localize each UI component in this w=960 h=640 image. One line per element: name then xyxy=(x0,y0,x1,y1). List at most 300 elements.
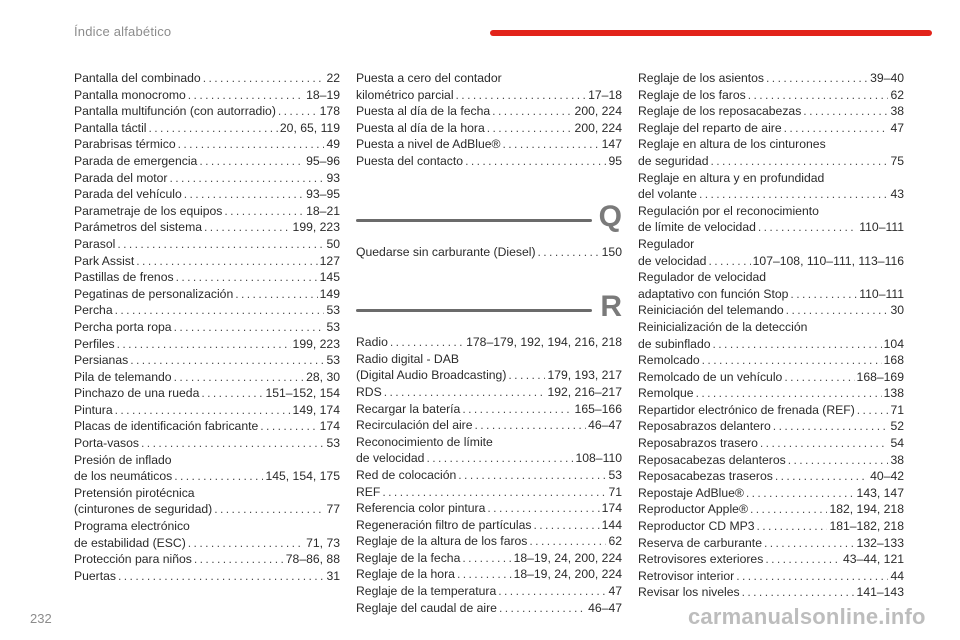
page-reference: 53 xyxy=(326,303,340,318)
page-reference: 71 xyxy=(890,402,904,417)
index-entry-line xyxy=(356,367,622,384)
index-term: Percha xyxy=(74,303,113,318)
page-reference: 145, 154, 175 xyxy=(265,469,340,484)
index-entry-line xyxy=(74,87,340,104)
index-entry-line xyxy=(74,485,340,502)
dot-leader xyxy=(702,352,882,369)
dot-leader xyxy=(170,170,325,187)
dot-leader xyxy=(178,136,325,153)
index-entry xyxy=(74,253,340,270)
index-term: Red de colocación xyxy=(356,467,457,482)
index-entry-line xyxy=(638,269,904,286)
index-entry xyxy=(356,103,622,120)
index-term: Puesta al día de la hora xyxy=(356,120,485,135)
index-entry-line xyxy=(74,319,340,336)
index-entry-line xyxy=(638,219,904,236)
dot-leader xyxy=(457,566,512,583)
index-entry-line xyxy=(638,468,904,485)
index-term: Revisar los niveles xyxy=(638,585,740,600)
index-term: Recirculación del aire xyxy=(356,418,473,433)
index-entry-line xyxy=(356,450,622,467)
index-entry-line xyxy=(638,120,904,137)
page-reference: 71, 73 xyxy=(306,535,340,550)
index-entry-line xyxy=(638,485,904,502)
index-entry-line xyxy=(638,70,904,87)
index-term: Regulador xyxy=(638,236,695,251)
index-entry xyxy=(74,352,340,369)
page-reference: 46–47 xyxy=(588,600,622,615)
page-reference: 31 xyxy=(326,568,340,583)
index-term: Puesta al día de la fecha xyxy=(356,104,491,119)
dot-leader xyxy=(278,103,318,120)
index-term: Percha porta ropa xyxy=(74,319,172,334)
index-entry-line xyxy=(74,236,340,253)
index-term: Puesta a nivel de AdBlue® xyxy=(356,137,501,152)
index-term: kilométrico parcial xyxy=(356,87,454,102)
index-entry xyxy=(638,203,904,236)
index-entry xyxy=(74,418,340,435)
index-entry-line xyxy=(356,136,622,153)
index-term: Reglaje de los asientos xyxy=(638,71,765,85)
index-entry-line xyxy=(638,186,904,203)
index-entry xyxy=(638,385,904,402)
index-entry xyxy=(638,501,904,518)
dot-leader xyxy=(174,468,263,485)
index-entry-line xyxy=(638,435,904,452)
dot-leader xyxy=(736,568,888,585)
index-entry xyxy=(638,87,904,104)
page-reference: 138 xyxy=(883,386,904,401)
page-reference: 178 xyxy=(319,104,340,119)
index-term: Reconocimiento de límite xyxy=(356,434,493,449)
index-entry xyxy=(638,435,904,452)
dot-leader xyxy=(788,452,889,469)
index-entry xyxy=(74,369,340,386)
index-entry xyxy=(638,551,904,568)
index-entry-line xyxy=(638,369,904,386)
index-term: Parametraje de los equipos xyxy=(74,203,223,218)
dot-leader xyxy=(487,500,599,517)
index-entry xyxy=(74,319,340,336)
index-entry-line xyxy=(74,418,340,435)
dot-leader xyxy=(176,269,318,286)
dot-leader xyxy=(214,501,324,518)
page-reference: 179, 193, 217 xyxy=(547,368,622,383)
page-reference: 18–19, 24, 200, 224 xyxy=(513,550,622,565)
page-reference: 143, 147 xyxy=(856,485,904,500)
index-term: de velocidad xyxy=(356,451,425,466)
page-reference: 30 xyxy=(890,303,904,318)
dot-leader xyxy=(462,550,511,567)
index-term: de subinflado xyxy=(638,336,711,351)
dot-leader xyxy=(508,367,545,384)
dot-leader xyxy=(742,584,855,601)
page-reference: 39–40 xyxy=(870,71,904,85)
dot-leader xyxy=(746,485,855,502)
page-reference: 71 xyxy=(608,484,622,499)
index-entry xyxy=(74,485,340,518)
page-reference: 104 xyxy=(883,336,904,351)
page-reference: 77 xyxy=(326,502,340,517)
index-term: Protección para niños xyxy=(74,552,192,567)
index-entry-line xyxy=(356,583,622,600)
index-entry xyxy=(638,352,904,369)
index-term: (cinturones de seguridad) xyxy=(74,502,213,517)
index-entry-line xyxy=(356,434,622,451)
index-entry-line xyxy=(74,253,340,270)
index-entry-line xyxy=(74,352,340,369)
page-reference: 168 xyxy=(883,353,904,368)
index-term: Puertas xyxy=(74,568,117,583)
dot-leader xyxy=(784,120,889,137)
index-entry-line xyxy=(356,244,622,261)
index-entry xyxy=(356,70,622,103)
index-entry-line xyxy=(638,319,904,336)
page-reference: 199, 223 xyxy=(292,220,340,235)
dot-leader xyxy=(118,568,324,585)
dot-leader xyxy=(203,70,325,87)
index-entry-line xyxy=(74,369,340,386)
page-reference: 151–152, 154 xyxy=(265,386,340,401)
index-entry-line xyxy=(356,484,622,501)
index-term: de los neumáticos xyxy=(74,469,173,484)
section-rule xyxy=(356,219,592,222)
page-reference: 40–42 xyxy=(870,469,904,484)
index-entry-line xyxy=(638,170,904,187)
index-entry-line xyxy=(356,153,622,170)
index-entry-line xyxy=(74,568,340,585)
page-reference: 62 xyxy=(890,87,904,102)
index-term: Reglaje de la hora xyxy=(356,567,455,582)
index-term: Porta-vasos xyxy=(74,436,140,451)
index-term: Pegatinas de personalización xyxy=(74,286,234,301)
index-term: Recargar la batería xyxy=(356,401,461,416)
index-term: Reposabrazos delantero xyxy=(638,419,771,434)
dot-leader xyxy=(750,501,828,518)
dot-leader xyxy=(766,70,868,87)
page-reference: 47 xyxy=(890,120,904,135)
index-term: Pantalla del combinado xyxy=(74,71,201,85)
dot-leader xyxy=(786,302,889,319)
index-entry xyxy=(638,103,904,120)
index-entry xyxy=(356,600,622,617)
dot-leader xyxy=(136,253,317,270)
index-term: Pastillas de frenos xyxy=(74,270,174,285)
dot-leader xyxy=(765,551,841,568)
index-entry-line xyxy=(74,136,340,153)
index-term: Pretensión pirotécnica xyxy=(74,485,195,500)
index-term: Reglaje de la fecha xyxy=(356,550,461,565)
dot-leader xyxy=(184,186,304,203)
index-term: de seguridad xyxy=(638,153,709,168)
dot-leader xyxy=(699,186,888,203)
dot-leader xyxy=(775,468,868,485)
dot-leader xyxy=(115,302,325,319)
section-letter-q: Q xyxy=(598,199,622,233)
index-entry xyxy=(74,269,340,286)
page-reference: 43 xyxy=(890,187,904,202)
index-entry xyxy=(638,402,904,419)
index-entry xyxy=(356,417,622,434)
dot-leader xyxy=(713,336,882,353)
index-entry-line xyxy=(356,600,622,617)
index-entry-line xyxy=(74,203,340,220)
dot-leader xyxy=(803,103,888,120)
index-entry xyxy=(74,186,340,203)
index-entry xyxy=(74,70,340,87)
index-entry xyxy=(74,136,340,153)
index-term: Parasol xyxy=(74,236,116,251)
index-entry-line xyxy=(638,518,904,535)
page-reference: 182, 194, 218 xyxy=(829,502,904,517)
index-entry-line xyxy=(638,568,904,585)
dot-leader xyxy=(117,336,291,353)
index-entry-line xyxy=(356,417,622,434)
index-entry xyxy=(638,319,904,352)
page-reference: 95–96 xyxy=(306,153,340,168)
index-entry xyxy=(74,336,340,353)
page-reference: 18–19 xyxy=(306,87,340,102)
index-entry-line xyxy=(638,253,904,270)
dot-leader xyxy=(235,286,317,303)
index-entry-line xyxy=(356,120,622,137)
page-reference: 93–95 xyxy=(306,187,340,202)
index-entry-line xyxy=(356,467,622,484)
page-reference: 178–179, 192, 194, 216, 218 xyxy=(466,335,622,350)
page-reference: 75 xyxy=(890,153,904,168)
index-entry xyxy=(74,302,340,319)
dot-leader xyxy=(174,369,305,386)
index-entry xyxy=(74,219,340,236)
index-entry xyxy=(356,401,622,418)
page-reference: 150 xyxy=(601,244,622,259)
index-term: Reglaje del caudal de aire xyxy=(356,600,497,615)
dot-leader xyxy=(538,244,600,261)
index-entry xyxy=(638,452,904,469)
index-entry xyxy=(356,467,622,484)
index-entry xyxy=(356,517,622,534)
page-number: 232 xyxy=(30,611,52,626)
index-term: Radio digital - DAB xyxy=(356,351,459,366)
index-entry xyxy=(638,535,904,552)
index-entry-line xyxy=(356,70,622,87)
index-term: de velocidad xyxy=(638,253,707,268)
page-reference: 47 xyxy=(608,584,622,599)
index-term: Perfiles xyxy=(74,336,115,351)
page-reference: 174 xyxy=(601,501,622,516)
index-entry xyxy=(356,484,622,501)
watermark-text: carmanualsonline.info xyxy=(688,604,926,629)
index-term: Placas de identificación fabricante xyxy=(74,419,259,434)
index-entry xyxy=(74,518,340,551)
index-entry xyxy=(638,485,904,502)
index-term: Reglaje del reparto de aire xyxy=(638,120,782,135)
dot-leader xyxy=(384,384,546,401)
index-entry-line xyxy=(638,87,904,104)
index-term: Remolcado xyxy=(638,353,700,368)
page-reference: 53 xyxy=(326,319,340,334)
index-entry-line xyxy=(74,501,340,518)
dot-leader xyxy=(790,286,857,303)
dot-leader xyxy=(224,203,304,220)
dot-leader xyxy=(475,417,587,434)
dot-leader xyxy=(199,153,304,170)
index-entry xyxy=(356,583,622,600)
page-reference: 110–111 xyxy=(859,286,904,301)
index-entry xyxy=(356,500,622,517)
index-entry-line xyxy=(356,384,622,401)
index-entry-line xyxy=(74,535,340,552)
index-entry xyxy=(74,170,340,187)
index-term: adaptativo con función Stop xyxy=(638,286,789,301)
index-term: Pantalla monocromo xyxy=(74,87,186,102)
index-term: Regulación por el reconocimiento xyxy=(638,203,819,218)
index-entry xyxy=(638,518,904,535)
dot-leader xyxy=(764,535,855,552)
index-term: Reserva de carburante xyxy=(638,535,762,550)
index-entry-line xyxy=(638,136,904,153)
index-entry xyxy=(638,136,904,169)
page-reference: 53 xyxy=(326,436,340,451)
index-entry-line xyxy=(74,468,340,485)
page-reference: 144 xyxy=(601,517,622,532)
index-entry-line xyxy=(638,418,904,435)
page-reference: 18–19, 24, 200, 224 xyxy=(513,567,622,582)
header-accent-bar xyxy=(490,30,932,36)
dot-leader xyxy=(758,219,857,236)
index-term: Reglaje de la temperatura xyxy=(356,584,497,599)
page-reference: 181–182, 218 xyxy=(829,519,904,534)
index-term: Regeneración filtro de partículas xyxy=(356,517,532,532)
index-entry xyxy=(638,369,904,386)
page-reference: 17–18 xyxy=(588,87,622,102)
index-term: Park Assist xyxy=(74,253,135,268)
dot-leader xyxy=(149,120,278,137)
index-entry xyxy=(356,566,622,583)
index-term: Retrovisores exteriores xyxy=(638,552,764,567)
index-term: Pintura xyxy=(74,402,113,417)
index-term: Regulador de velocidad xyxy=(638,270,767,285)
index-entry xyxy=(638,70,904,87)
index-term: Referencia color pintura xyxy=(356,501,486,516)
dot-leader xyxy=(784,369,854,386)
index-entry xyxy=(356,550,622,567)
index-entry-line xyxy=(638,336,904,353)
page-reference: 200, 224 xyxy=(574,120,622,135)
index-term: Parabrisas térmico xyxy=(74,137,176,152)
dot-leader xyxy=(260,418,317,435)
dot-leader xyxy=(857,402,889,419)
index-entry xyxy=(638,584,904,601)
page-reference: 20, 65, 119 xyxy=(279,120,340,135)
index-entry-line xyxy=(638,103,904,120)
index-column-1 xyxy=(74,70,340,584)
index-entry-line xyxy=(74,286,340,303)
dot-leader xyxy=(487,120,573,137)
index-entry xyxy=(74,452,340,485)
index-entry xyxy=(74,103,340,120)
page-reference: 54 xyxy=(890,436,904,451)
index-entry-line xyxy=(356,103,622,120)
index-entry xyxy=(74,120,340,137)
dot-leader xyxy=(498,583,606,600)
dot-leader xyxy=(465,153,606,170)
index-entry xyxy=(638,568,904,585)
page-reference: 46–47 xyxy=(588,418,622,433)
index-entry-line xyxy=(356,500,622,517)
index-entry-line xyxy=(638,551,904,568)
index-term: Repartidor electrónico de frenada (REF) xyxy=(638,402,855,417)
index-term: Remolcado de un vehículo xyxy=(638,369,783,384)
index-entry-line xyxy=(638,302,904,319)
page-reference: 95 xyxy=(608,153,622,168)
index-term: RDS xyxy=(356,384,382,399)
dot-leader xyxy=(201,385,263,402)
index-entry-line xyxy=(74,269,340,286)
dot-leader xyxy=(115,402,291,419)
dot-leader xyxy=(710,153,888,170)
index-entry-line xyxy=(74,120,340,137)
index-entry xyxy=(356,434,622,467)
page-reference: 53 xyxy=(608,467,622,482)
index-term: Reglaje de los reposacabezas xyxy=(638,104,802,119)
index-entry-line xyxy=(638,352,904,369)
index-term: Pila de telemando xyxy=(74,369,172,384)
dot-leader xyxy=(462,401,572,418)
index-entry xyxy=(356,120,622,137)
page-reference: 44 xyxy=(890,568,904,583)
index-entry xyxy=(638,236,904,269)
index-entry xyxy=(356,533,622,550)
index-entry xyxy=(638,418,904,435)
page-reference: 141–143 xyxy=(856,585,904,600)
index-term: Reproductor Apple® xyxy=(638,502,748,517)
index-entry xyxy=(356,334,622,351)
index-entry xyxy=(356,153,622,170)
index-term: Quedarse sin carburante (Diesel) xyxy=(356,244,536,259)
dot-leader xyxy=(117,236,324,253)
index-term: Parada de emergencia xyxy=(74,153,198,168)
index-term: Reglaje en altura de los cinturones xyxy=(638,137,826,152)
dot-leader xyxy=(174,319,325,336)
index-entry xyxy=(74,551,340,568)
index-entry-line xyxy=(638,535,904,552)
index-entry-line xyxy=(638,385,904,402)
page-reference: 50 xyxy=(326,236,340,251)
index-entry-line xyxy=(638,236,904,253)
dot-leader xyxy=(757,518,828,535)
index-term: Reglaje de los faros xyxy=(638,87,746,102)
index-term: de límite de velocidad xyxy=(638,220,756,235)
page-reference: 147 xyxy=(601,137,622,152)
dot-leader xyxy=(204,219,291,236)
index-entry-line xyxy=(638,584,904,601)
index-entry xyxy=(638,302,904,319)
index-entry-line xyxy=(638,286,904,303)
index-entry-line xyxy=(356,351,622,368)
index-term: Puesta a cero del contador xyxy=(356,71,502,85)
index-term: Puesta del contacto xyxy=(356,153,464,168)
index-entry-line xyxy=(74,452,340,469)
dot-leader xyxy=(533,517,599,534)
index-term: Parada del vehículo xyxy=(74,187,182,202)
page-reference: 78–86, 88 xyxy=(285,552,340,567)
section-letter-r: R xyxy=(600,290,622,324)
page-reference: 200, 224 xyxy=(574,104,622,119)
index-entry xyxy=(356,351,622,384)
index-column-3 xyxy=(638,70,904,601)
page-reference: 132–133 xyxy=(856,535,904,550)
